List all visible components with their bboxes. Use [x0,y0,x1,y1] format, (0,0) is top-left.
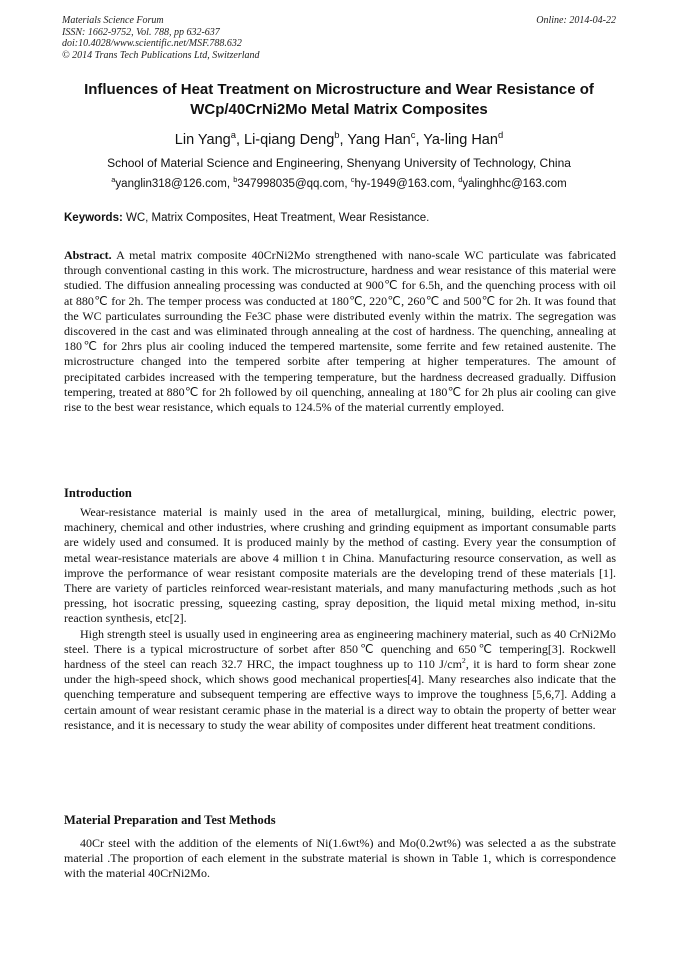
materials-body [64,836,616,882]
section-heading-introduction: Introduction [64,486,132,500]
online-date: Online: 2014-04-22 [536,15,616,26]
email-address: hy-1949@163.com [354,178,452,190]
journal-doi: doi:10.4028/www.scientific.net/MSF.788.632 [62,38,242,49]
author-affil-mark: c [410,129,416,141]
author-name: Ya-ling Han [423,132,498,148]
email-address: yanglin318@126.com [115,178,227,190]
section-heading-materials: Material Preparation and Test Methods [64,813,276,827]
email-address: 347998035@qq.com [237,178,345,190]
author-name: Lin Yang [174,132,231,148]
email-mark: b [233,175,238,185]
email-mark: a [111,175,116,185]
journal-name: Materials Science Forum [62,15,164,26]
author-name: Yang Han [347,132,411,148]
journal-copyright: © 2014 Trans Tech Publications Ltd, Switzerland [62,49,260,61]
email-address: yalinghhc@163.com [462,178,567,190]
email-mark: d [458,175,463,185]
author-affil-mark: a [230,129,236,141]
keywords-label: Keywords: [64,212,123,224]
affiliation: School of Material Science and Engineering, Shenyang University of Technology, China [107,156,571,170]
abstract [64,248,616,415]
author-list: Lin Yang$^a$, Li-qiang Deng$^b$, Yang Han$^c$, Ya-ling Han$^d$ [174,129,504,148]
author-affil-mark: b [334,129,340,141]
paragraph-text: , it is hard to form shear zone under the high-speed shock, which shows good mechanical properties[4]. Many researches also indicate that the quenching temperature and subsequent tempering are effective ways to improve the toughness [5,6,7]. Adding a certain amount of wear resistant ceramic phase in the material is a direct way to obtain the property of better wear resistance, and it is necessary to study the wear ability of composites under different heat treatment conditions. [64,657,617,732]
paper-title: Influences of Heat Treatment on Microstructure and Wear Resistance of WCp/40CrNi2Mo Metal Matrix Composites [84,81,594,118]
keywords [64,211,616,226]
journal-header [62,15,616,61]
paragraph [64,627,616,733]
author-affil-mark: d [497,129,504,141]
superscript: 2 [461,656,466,666]
abstract-text: A metal matrix composite 40CrNi2Mo strengthened with nano-scale WC particulate was fabricated through conventional casting in this work. The microstructure, hardness and wear resistance of this material were studied. The diffusion annealing processing was conducted at 900℃ for 6.5h, and the quenching process with oil at 880℃ for 2h. The temper process was conducted at 180℃, 220℃, 260℃ and 500℃ for 2h. It was found that the WC particulates surrounding the Fe3C phase were distributed evenly within the matrix. The segregation was discovered in the cast and was eliminated through annealing at the cost of hardness. The quenching, annealing at 180℃ for 2hrs plus air cooling induced the tempered martensite, some ferrite and few retained austenite. The microstructure changed into the tempered sorbite after tempering at higher temperatures. The amount of precipitated carbides increased with the tempering temperature, but the hardness decreased gradually. Diffusion tempering, treated at 880℃ for 2h followed by oil quenching, annealing at 180℃ for 2h plus air cooling can give rise to the best wear resistance, which equals to 124.5% of the material currently employed. [64,248,616,415]
paragraph-text: High strength steel is usually used in engineering area as engineering machinery material, such as 40 CrNi2Mo steel. There is a typical microstructure of sorbet after 850℃ quenching and 650℃ tempering[3]. Rockwell hardness of the steel can reach 32.7 HRC, the impact toughness up to 110 J/cm [64,626,616,672]
email-list: $^a$yanglin318@126.com, $^b$347998035@qq.com, $^c$hy-1949@163.com, $^d$yalinghhc@163.com [111,175,567,190]
paragraph: Wear-resistance material is mainly used in the area of metallurgical, mining, building, electric power, machinery, chemical and other industries, where crushing and grinding equipment as important consumable parts are widely used and consumed. It is produced mainly by the method of casting. Every year the consumption of metal wear-resistance materials are above 4 million t in China. Manufacturing resource conservation, as well as improve the performance of wear resistant composite materials are the developing trend of these materials [1]. There are variety of particles reinforced wear-resistant materials, and many manufacturing methods ,such as hot pressing, hot isocratic pressing, squeezing casting, spray deposition, the liquid metal mixing method, in-situ reaction synthesis, etc[2]. [64,505,616,626]
paragraph: 40Cr steel with the addition of the elements of Ni(1.6wt%) and Mo(0.2wt%) was selected a as the substrate material .The proportion of each element in the substrate material is shown in Table 1, which is correspondence with the material 40CrNi2Mo. [64,836,616,881]
journal-issn: ISSN: 1662-9752, Vol. 788, pp 632-637 [62,26,220,38]
introduction-body [64,505,616,733]
abstract-label: Abstract. [64,248,112,262]
author-name: Li-qiang Deng [244,132,335,148]
keywords-text: WC, Matrix Composites, Heat Treatment, Wear Resistance. [126,212,430,224]
email-mark: c [350,175,355,185]
